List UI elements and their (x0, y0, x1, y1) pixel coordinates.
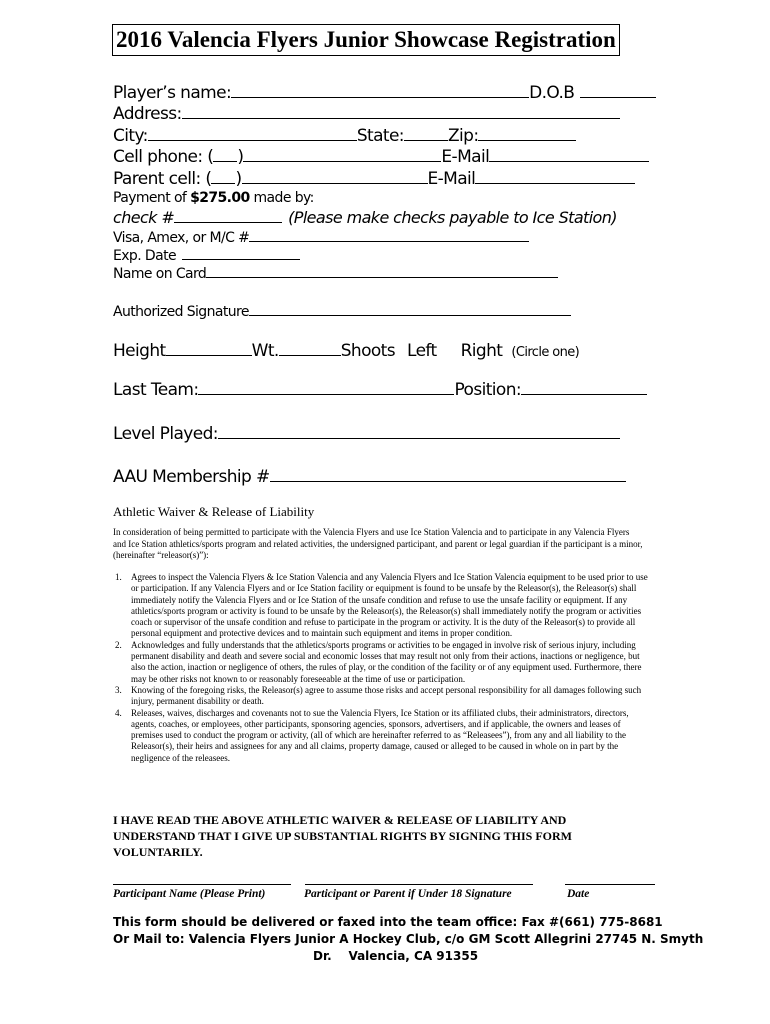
waiver-item (113, 708, 653, 764)
footer-line-3: Dr. Valencia, CA 91355 (313, 949, 479, 963)
waiver-item-text: Releases, waives, discharges and covenants not to sue the Valencia Flyers, Ice Station or its affiliated clubs, their administrators, directors, agents, coaches, or employees, other participants, sponsoring agencies, sponsors, advertisers, and if applicable, the owners and leases of premises used to conduct the program or activity, (all of which are hereinafter referred to as “Releasees”), from any and all liability to the Releasor(s), their heirs and assignees for any and all claims, property damage, caused or alleged to be caused in whole on in part by the negligence of the releasees. (131, 707, 629, 763)
level-played-label: Level Played: (113, 424, 218, 444)
cell-phone-label: Cell phone: ( (113, 147, 214, 167)
participant-signature-label: Participant or Parent if Under 18 Signature (304, 888, 512, 900)
state-field[interactable] (404, 125, 448, 141)
check-note: (Please make checks payable to Ice Station) (288, 208, 617, 227)
circle-one-note: (Circle one) (511, 345, 580, 360)
aau-label: AAU Membership # (113, 467, 270, 487)
parent-cell-label: Parent cell: ( (113, 169, 212, 189)
date-line[interactable] (565, 884, 655, 885)
payment-amount: $275.00 (190, 190, 250, 206)
exp-label: Exp. Date (113, 248, 176, 264)
payment-prefix: Payment of (113, 190, 191, 206)
waiver-item-text: Agrees to inspect the Valencia Flyers & Ice Station Valencia and any Valencia Flyers and Ice Station Valencia equipment to be used prior to use or participation. If any Valencia Flyers and or Ice Station facility or equipment is found to be unsafe by the Releasor(s), the Releasor(s) shall immediately notify the Valencia Flyers and or Ice Station of the unsafe condition and refuse to use the unsafe facility or equipment. If any athletics/sports program or activity is found to be unsafe by the Releasor(s), the Releasor(s) shall immediately notify the program or activities coach or supervisor of the unsafe condition and refuse to participate in the program or activity. It is the duty of the Releasor(s) to provide all personal equipment and protective devices and to maintain such equipment and items in proper condition. (131, 572, 648, 639)
card-number-field[interactable] (249, 228, 529, 242)
payment-suffix: made by: (249, 190, 314, 206)
level-played-field[interactable] (218, 423, 620, 439)
level-played-row (113, 423, 620, 444)
check-number-field[interactable] (174, 207, 282, 223)
auth-signature-field[interactable] (249, 302, 571, 316)
parent-cell-paren: ) (235, 169, 242, 189)
card-label: Visa, Amex, or M/C # (113, 230, 250, 246)
last-team-row (113, 379, 647, 400)
email2-label: E-Mail (427, 169, 476, 189)
city-label: City: (113, 126, 148, 146)
waiver-heading: Athletic Waiver & Release of Liability (113, 504, 315, 519)
zip-label: Zip: (447, 126, 479, 146)
waiver-item-text: Acknowledges and fully understands that the athletics/sports programs or activities to be engaged in involve risk of serious injury, including permanent disability and death and severe social and economic losses that may result not only from their actions, inactions or negligence, but also the action, inaction or negligence of others, the rules of play, or the condition of the facility or of any equipment used. Furthermore, there may be other risks not known to or reasonably foreseeable at the time of use or participation. (131, 639, 642, 684)
parent-email-field[interactable] (475, 168, 635, 184)
position-label: Position: (454, 380, 522, 400)
address-label: Address: (113, 104, 182, 124)
cell-phone-field[interactable] (243, 146, 441, 162)
parent-cell-field[interactable] (242, 168, 428, 184)
shoots-label: Shoots (340, 341, 395, 361)
footer-line-1: This form should be delivered or faxed into the team office: Fax #(661) 775-8681 (113, 915, 663, 929)
exp-row (113, 246, 300, 264)
exp-date-field[interactable] (182, 246, 300, 260)
parent-area-code-field[interactable] (211, 168, 235, 184)
weight-field[interactable] (279, 340, 341, 356)
height-weight-row (113, 340, 579, 361)
player-name-label: Player’s name: (113, 83, 232, 103)
waiver-intro: In consideration of being permitted to participate with the Valencia Flyers and use Ice Station Valencia and to participate in any Valencia Flyers and Ice Station athletics/sports program and related activities, the undersigned participant, and parent or legal guardian if the participant is a minor, (hereinafter “releasor(s)”): (113, 527, 643, 561)
waiver-item-number: 1. (115, 572, 122, 582)
cell-phone-row (113, 146, 649, 167)
dob-field[interactable] (580, 82, 656, 98)
payment-row (113, 189, 314, 207)
page-title: 2016 Valencia Flyers Junior Showcase Registration (112, 24, 620, 56)
waiver-item-text: Knowing of the foregoing risks, the Releasor(s) agree to assume those risks and accept personal responsibility for all damages following such injury, permanent disability or death. (131, 684, 642, 707)
shoots-left-option[interactable]: Left (407, 341, 437, 361)
participant-signature-line[interactable] (305, 884, 533, 885)
cell-area-code-field[interactable] (213, 146, 237, 162)
footer-line-2: Or Mail to: Valencia Flyers Junior A Hockey Club, c/o GM Scott Allegrini 27745 N. Smyth (113, 932, 704, 946)
aau-field[interactable] (270, 466, 626, 482)
position-field[interactable] (521, 379, 647, 395)
waiver-item (113, 685, 653, 708)
email-label: E-Mail (441, 147, 490, 167)
participant-name-label: Participant Name (Please Print) (113, 888, 266, 900)
parent-cell-row (113, 168, 635, 189)
state-label: State: (356, 126, 404, 146)
city-state-zip-row (113, 125, 576, 146)
height-field[interactable] (166, 340, 252, 356)
dob-label: D.O.B (529, 83, 575, 103)
weight-label: Wt. (251, 341, 279, 361)
shoots-right-option[interactable]: Right (460, 341, 503, 361)
city-field[interactable] (148, 125, 357, 141)
waiver-list (113, 572, 653, 764)
player-name-row (113, 82, 656, 103)
waiver-item (113, 640, 653, 685)
name-on-card-field[interactable] (206, 264, 558, 278)
name-on-card-label: Name on Card (113, 266, 207, 282)
waiver-item-number: 2. (115, 639, 122, 650)
aau-row (113, 466, 626, 487)
last-team-field[interactable] (198, 379, 454, 395)
email-field[interactable] (489, 146, 649, 162)
player-name-field[interactable] (231, 82, 529, 98)
address-field[interactable] (182, 103, 620, 119)
cell-phone-paren: ) (237, 147, 244, 167)
name-on-card-row (113, 264, 558, 282)
zip-field[interactable] (478, 125, 576, 141)
waiver-item (113, 572, 653, 640)
auth-signature-label: Authorized Signature (113, 304, 249, 320)
check-label: check # (113, 208, 175, 227)
waiver-item-number: 3. (115, 684, 122, 695)
check-row (113, 207, 617, 227)
waiver-acknowledgement: I HAVE READ THE ABOVE ATHLETIC WAIVER & RELEASE OF LIABILITY AND UNDERSTAND THAT I GIVE UP SUBSTANTIAL RIGHTS BY SIGNING THIS FORM VOLUNTARILY. (113, 813, 572, 859)
participant-name-line[interactable] (113, 884, 291, 885)
card-row (113, 228, 529, 246)
last-team-label: Last Team: (113, 380, 199, 400)
height-label: Height (113, 341, 166, 361)
date-label: Date (567, 888, 590, 900)
auth-signature-row (113, 302, 571, 320)
waiver-item-number: 4. (115, 707, 122, 718)
address-row (113, 103, 620, 124)
